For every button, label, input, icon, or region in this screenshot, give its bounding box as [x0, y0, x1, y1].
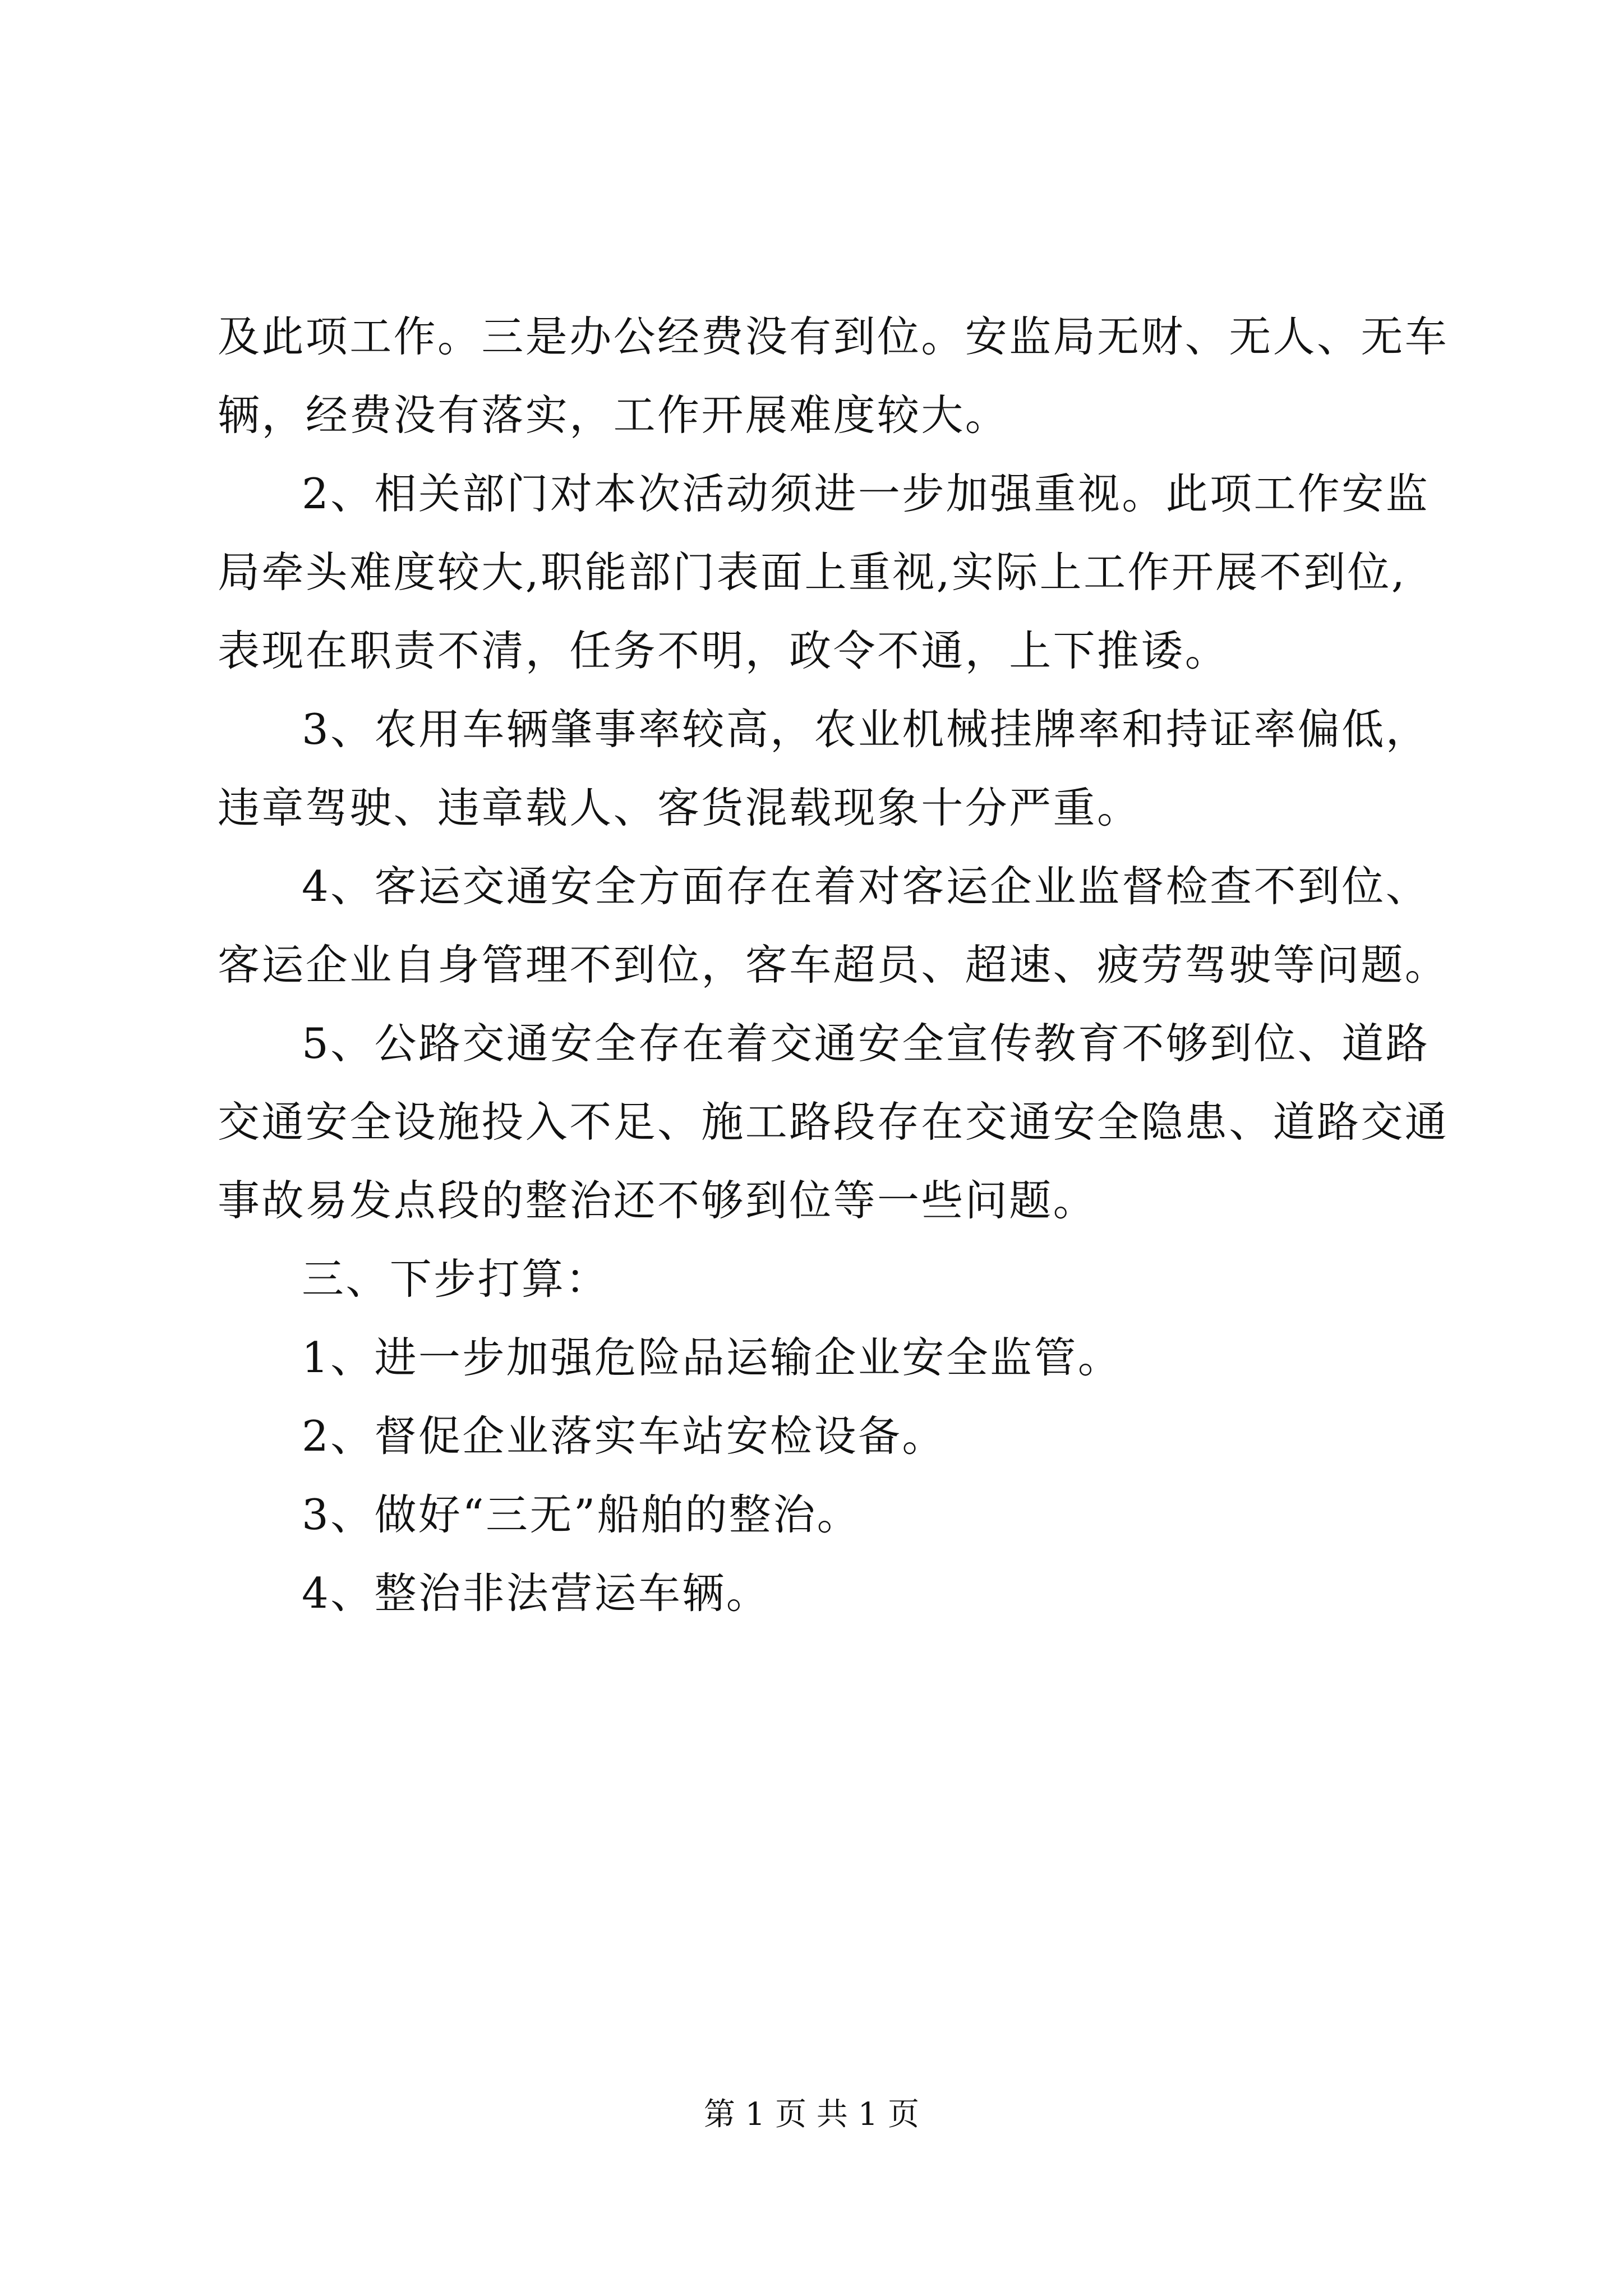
paragraph-item-3 [218, 690, 1429, 847]
text-line: 表现在职责不清，任务不明，政令不通，上下推诿。 [218, 626, 1229, 675]
text-line: 客运企业自身管理不到位，客车超员、超速、疲劳驾驶等问题。 [218, 940, 1449, 990]
text-line: 交通安全设施投入不足、施工路段存在交通安全隐患、道路交通 [218, 1097, 1449, 1147]
plan-item-1 [218, 1318, 1429, 1397]
text-line: 及此项工作。三是办公经费没有到位。安监局无财、无人、无车 [218, 312, 1449, 361]
text-line: 违章驾驶、违章载人、客货混载现象十分严重。 [218, 783, 1141, 832]
plan-item-2 [218, 1397, 1429, 1475]
text-line: 事故易发点段的整治还不够到位等一些问题。 [218, 1176, 1098, 1225]
text-line: 1、进一步加强危险品运输企业安全监管。 [302, 1333, 1122, 1382]
text-line: 2、督促企业落实车站安检设备。 [302, 1411, 946, 1461]
text-line: 5、公路交通安全存在着交通安全宣传教育不够到位、道路 [302, 1019, 1430, 1068]
document-body [218, 297, 1449, 1632]
text-line: 辆，经费没有落实，工作开展难度较大。 [218, 390, 1009, 440]
text-line: 2、相关部门对本次活动须进一步加强重视。此项工作安监 [302, 469, 1430, 518]
plan-item-4 [218, 1554, 1429, 1632]
plan-item-3 [218, 1475, 1429, 1554]
text-line: 4、整治非法营运车辆。 [302, 1568, 771, 1618]
section-heading-next-steps [218, 1240, 1429, 1318]
paragraph-item-2 [218, 454, 1429, 690]
text-line: 三、下步打算： [302, 1254, 610, 1304]
text-line: 局牵头难度较大,职能部门表面上重视,实际上工作开展不到位, [218, 547, 1407, 597]
paragraph-item-4 [218, 847, 1449, 1004]
text-line: 3、农用车辆肇事率较高，农业机械挂牌率和持证率偏低， [302, 705, 1430, 754]
text-line: 4、客运交通安全方面存在着对客运企业监督检查不到位、 [302, 862, 1430, 911]
paragraph-funding-issue [218, 297, 1449, 454]
text-line: 3、做好“三无”船舶的整治。 [302, 1490, 861, 1539]
paragraph-item-5 [218, 1004, 1449, 1240]
page-number-footer: 第 1 页 共 1 页 [703, 2096, 920, 2133]
